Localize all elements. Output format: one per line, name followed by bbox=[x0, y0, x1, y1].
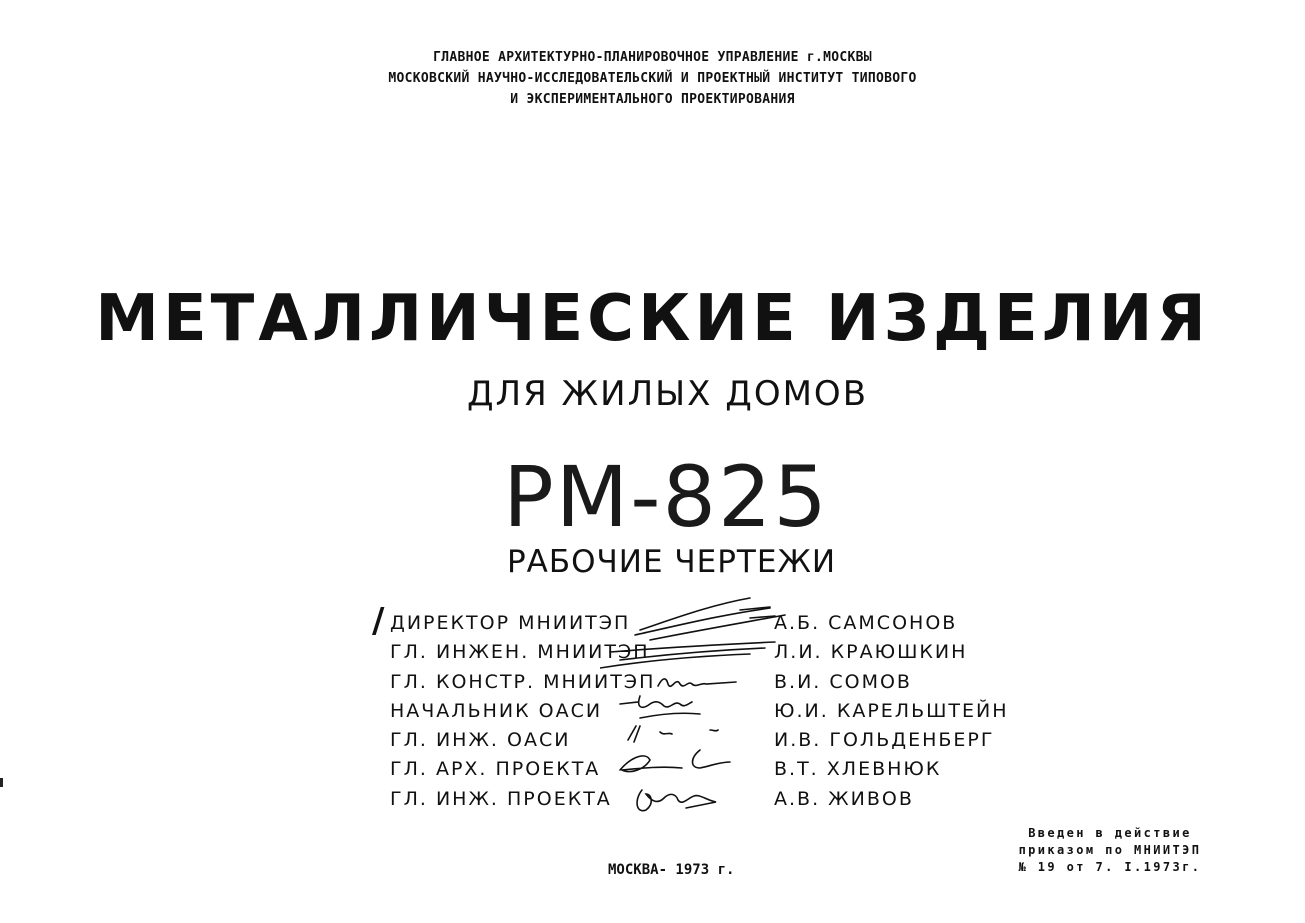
signature-scribble bbox=[620, 696, 700, 718]
signatory-name: В.И. СОМОВ bbox=[774, 670, 912, 693]
series-code: РМ-825 bbox=[503, 448, 829, 546]
signatory-position: НАЧАЛЬНИК ОАСИ bbox=[390, 699, 603, 722]
signatory-position: ГЛ. ИНЖ. ОАСИ bbox=[390, 729, 571, 752]
signature-scribble bbox=[637, 790, 716, 811]
header-line-1: ГЛАВНОЕ АРХИТЕКТУРНО-ПЛАНИРОВОЧНОЕ УПРАВЛЕНИЕ г.МОСКВЫ bbox=[433, 50, 872, 65]
document-subtitle: ДЛЯ ЖИЛЫХ ДОМОВ bbox=[466, 374, 869, 414]
signature-scribble bbox=[600, 642, 775, 668]
header-line-3: И ЭКСПЕРИМЕНТАЛЬНОГО ПРОЕКТИРОВАНИЯ bbox=[510, 92, 795, 107]
stamp-line-3: № 19 от 7. I.1973г. bbox=[1018, 860, 1202, 874]
header-block bbox=[0, 47, 1305, 110]
approval-stamp bbox=[960, 825, 1260, 876]
document-title: МЕТАЛЛИЧЕСКИЕ ИЗДЕЛИЯ bbox=[95, 282, 1210, 356]
signatory-position: ГЛ. КОНСТР. МНИИТЭП bbox=[390, 670, 656, 693]
signatory-name: В.Т. ХЛЕВНЮК bbox=[774, 758, 942, 781]
header-line-2: МОСКОВСКИЙ НАУЧНО-ИССЛЕДОВАТЕЛЬСКИЙ И ПРОЕКТНЫЙ ИНСТИТУТ ТИПОВОГО bbox=[388, 71, 917, 86]
signature-scribble bbox=[620, 750, 730, 772]
stamp-line-1: Введен в действие bbox=[1028, 826, 1192, 840]
signatory-position: ДИРЕКТОР МНИИТЭП bbox=[390, 612, 631, 634]
slash-mark: / bbox=[372, 601, 385, 641]
signatory-name: Ю.И. КАРЕЛЬШТЕЙН bbox=[774, 699, 1009, 722]
stamp-line-2: приказом по МНИИТЭП bbox=[1018, 843, 1202, 857]
handwritten-signatures bbox=[600, 590, 790, 830]
signatory-name: А.В. ЖИВОВ bbox=[774, 787, 914, 810]
signatory-position: ГЛ. ИНЖ. ПРОЕКТА bbox=[390, 787, 612, 810]
signatory-name: А.Б. САМСОНОВ bbox=[774, 612, 958, 634]
signatory-name: И.В. ГОЛЬДЕНБЕРГ bbox=[774, 729, 995, 752]
signature-scribble bbox=[658, 679, 736, 686]
document-type: РАБОЧИЕ ЧЕРТЕЖИ bbox=[506, 544, 837, 580]
signatory-position: ГЛ. ИНЖЕН. МНИИТЭП bbox=[390, 641, 650, 664]
signature-scribble bbox=[628, 726, 718, 742]
city-year: МОСКВА- 1973 г. bbox=[608, 862, 735, 878]
scan-speck bbox=[0, 778, 3, 787]
signatory-name: Л.И. КРАЮШКИН bbox=[774, 641, 968, 664]
signatory-position: ГЛ. АРХ. ПРОЕКТА bbox=[390, 758, 601, 781]
signature-scribble bbox=[635, 598, 785, 640]
